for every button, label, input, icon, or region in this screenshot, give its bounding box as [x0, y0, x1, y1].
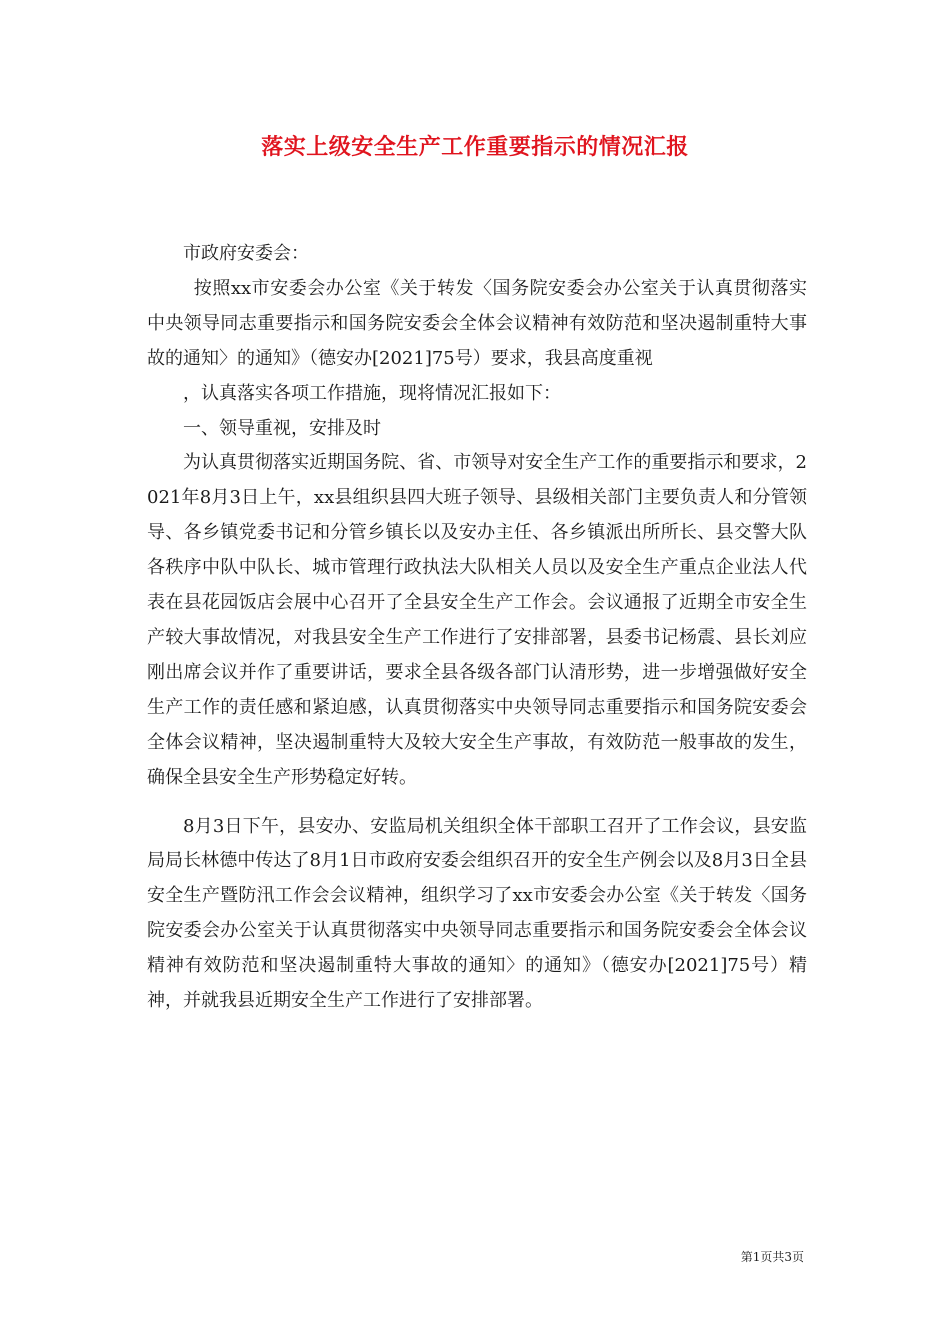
salutation: 市政府安委会：	[183, 243, 309, 264]
document-body	[147, 237, 807, 1019]
document-title: 落实上级安全生产工作重要指示的情况汇报	[261, 134, 689, 160]
paragraph-1: 按照xx市安委会办公室《关于转发〈国务院安委会办公室关于认真贯彻落实中央领导同志重要指示和国务院安委会全体会议精神有效防范和坚决遏制重特大事故的通知〉的通知》（德安办[2021]75号）要求，我县高度重视	[147, 277, 807, 369]
page-indicator: 第1页共3页	[740, 1250, 804, 1264]
paragraph-3: 为认真贯彻落实近期国务院、省、市领导对安全生产工作的重要指示和要求，2021年8月3日上午，xx县组织县四大班子领导、县级相关部门主要负责人和分管领导、各乡镇党委书记和分管乡镇长以及安办主任、各乡镇派出所所长、县交警大队各秩序中队中队长、城市管理行政执法大队相关人员以及安全生产重点企业法人代表在县花园饭店会展中心召开了全县安全生产工作会。会议通报了近期全市安全生产较大事故情况，对我县安全生产工作进行了安排部署，县委书记杨震、县长刘应刚出席会议并作了重要讲话，要求全县各级各部门认清形势，进一步增强做好安全生产工作的责任感和紧迫感，认真贯彻落实中央领导同志重要指示和国务院安委会全体会议精神，坚决遏制重特大及较大安全生产事故，有效防范一般事故的发生，确保全县安全生产形势稳定好转。	[147, 452, 807, 788]
paragraph-gap	[147, 796, 807, 810]
paragraph-4: 8月3日下午，县安办、安监局机关组织全体干部职工召开了工作会议，县安监局局长林德中传达了8月1日市政府安委会组织召开的安全生产例会以及8月3日全县安全生产暨防汛工作会会议精神，组织学习了xx市安委会办公室《关于转发〈国务院安委会办公室关于认真贯彻落实中央领导同志重要指示和国务院安委会全体会议精神有效防范和坚决遏制重特大事故的通知〉的通知》（德安办[2021]75号）精神，并就我县近期安全生产工作进行了安排部署。	[147, 815, 807, 1012]
paragraph-2: ，认真落实各项工作措施，现将情况汇报如下：	[183, 382, 561, 404]
section-heading-1: 一、领导重视，安排及时	[183, 417, 381, 439]
